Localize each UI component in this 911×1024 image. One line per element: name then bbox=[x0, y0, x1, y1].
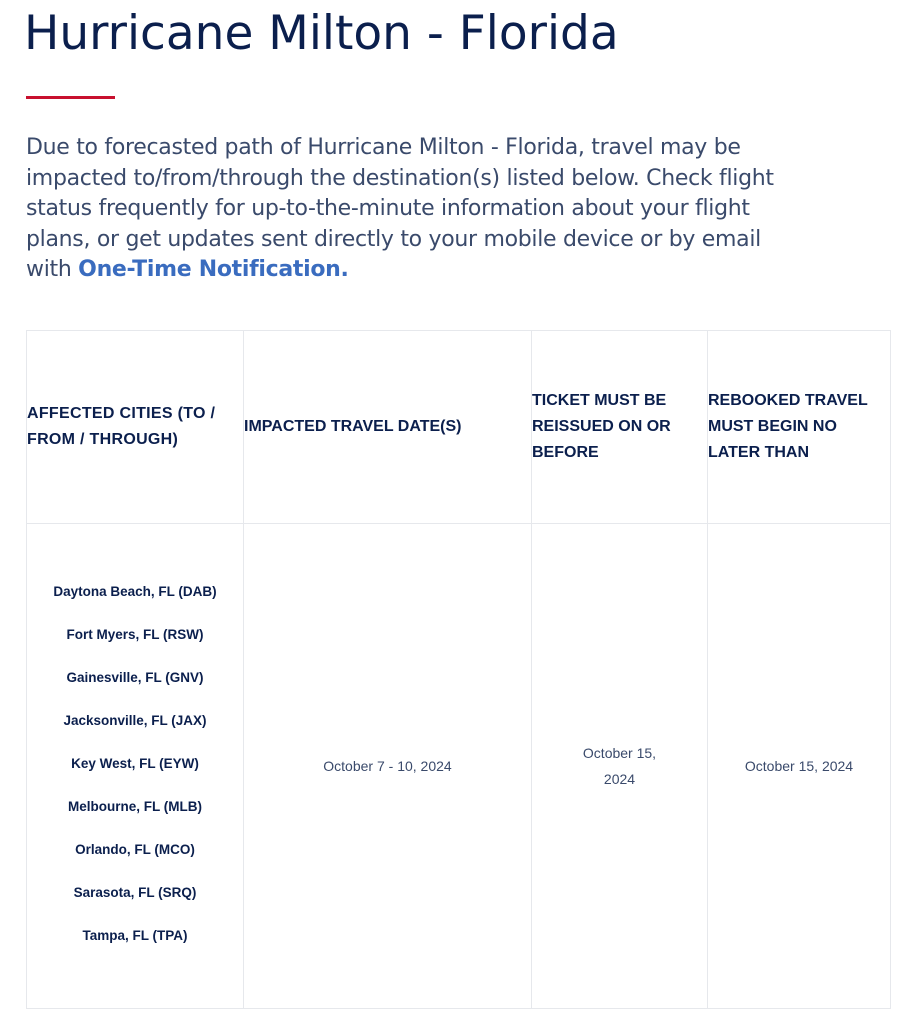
list-item: Sarasota, FL (SRQ) bbox=[73, 885, 197, 900]
page-title: Hurricane Milton - Florida bbox=[24, 6, 619, 61]
city-list bbox=[27, 553, 243, 979]
reissue-deadline-value: October 15, 2024 bbox=[582, 745, 657, 787]
list-item: Gainesville, FL (GNV) bbox=[66, 670, 204, 685]
intro-paragraph bbox=[26, 133, 786, 286]
list-item: Tampa, FL (TPA) bbox=[82, 928, 188, 943]
intro-text: Due to forecasted path of Hurricane Milton - Florida, travel may be impacted to/from/through the destination(s) listed below. Check flight status frequently for up-to-the-minute information about your flight plans, or get updates sent directly to your mobile device or by email with bbox=[26, 135, 774, 282]
list-item: Fort Myers, FL (RSW) bbox=[66, 627, 204, 642]
cell-impacted-dates: October 7 - 10, 2024 bbox=[244, 524, 532, 1009]
title-accent-rule bbox=[26, 96, 115, 99]
header-rebooked-travel-deadline: REBOOKED TRAVEL MUST BEGIN NO LATER THAN bbox=[708, 331, 891, 524]
one-time-notification-link[interactable]: One-Time Notification. bbox=[78, 257, 349, 282]
cell-rebook-deadline: October 15, 2024 bbox=[708, 524, 891, 1009]
list-item: Jacksonville, FL (JAX) bbox=[63, 713, 207, 728]
table-header-row bbox=[27, 331, 891, 524]
list-item: Key West, FL (EYW) bbox=[71, 756, 199, 771]
list-item: Melbourne, FL (MLB) bbox=[68, 799, 202, 814]
header-impacted-travel-dates: IMPACTED TRAVEL DATE(S) bbox=[244, 331, 532, 524]
list-item: Daytona Beach, FL (DAB) bbox=[53, 584, 217, 599]
affected-cities-table bbox=[26, 330, 891, 1009]
cell-reissue-deadline bbox=[532, 524, 708, 1009]
header-ticket-reissue-deadline: TICKET MUST BE REISSUED ON OR BEFORE bbox=[532, 331, 708, 524]
cell-affected-cities bbox=[27, 524, 244, 1009]
header-affected-cities: AFFECTED CITIES (TO / FROM / THROUGH) bbox=[27, 331, 244, 524]
table-row bbox=[27, 524, 891, 1009]
list-item: Orlando, FL (MCO) bbox=[75, 842, 195, 857]
